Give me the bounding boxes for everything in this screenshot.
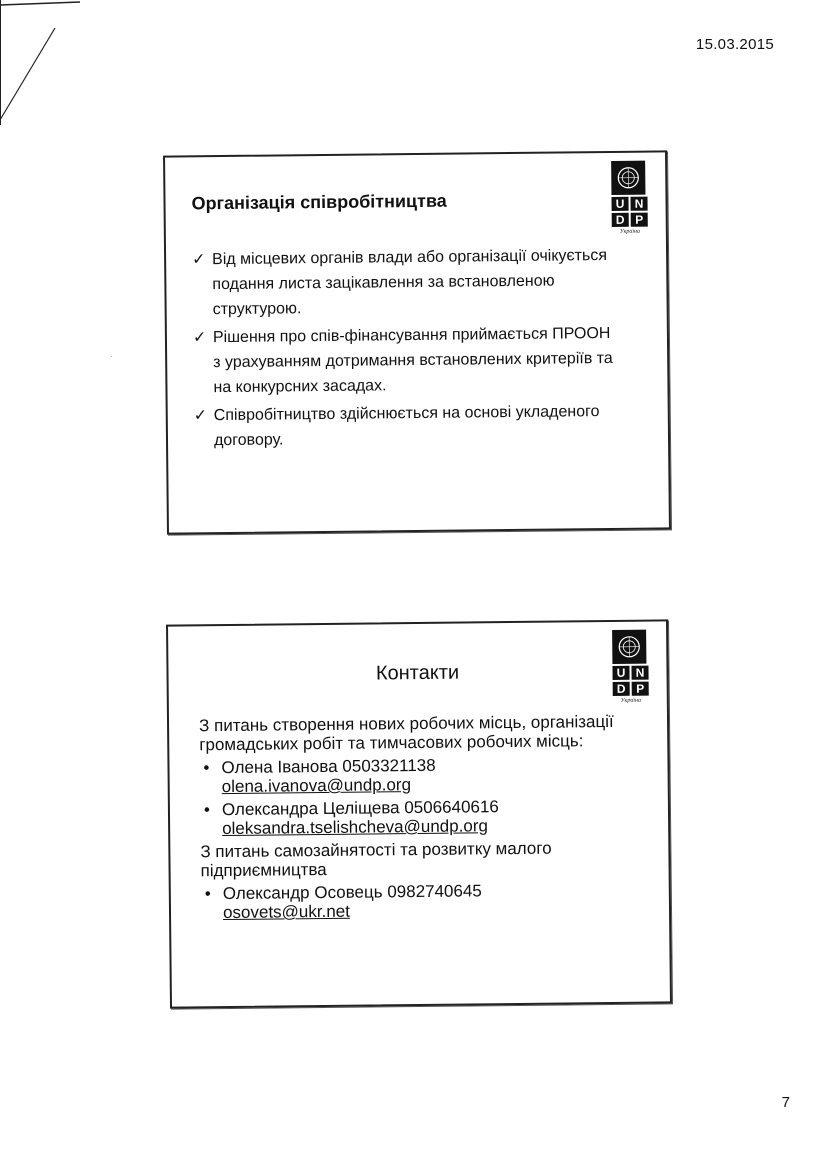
logo-letter: P	[631, 213, 648, 227]
logo-letter: N	[630, 197, 647, 211]
section-heading: З питань самозайнятості та розвитку малого підприємництва	[200, 838, 552, 881]
scan-speck: ·	[110, 352, 113, 361]
contact-list	[199, 754, 640, 839]
checkmark-icon: ✓	[192, 251, 206, 269]
section-heading: З питань створення нових робочих місць, організації громадських робіт та тимчасових робочих місць:	[198, 711, 614, 755]
contact-email-link[interactable]: oleksandra.tselishcheva@undp.org	[222, 816, 489, 839]
un-emblem-icon	[611, 161, 645, 195]
list-item	[194, 399, 615, 453]
contact-list	[201, 880, 641, 923]
bullet-icon: •	[203, 800, 210, 820]
scan-edge-mark	[0, 0, 90, 130]
contact-item	[199, 754, 639, 797]
logo-letter: N	[631, 666, 648, 680]
logo-letter: U	[612, 666, 629, 680]
bullet-text: Співробітництво здійснюється на основі укладеного договору.	[213, 403, 600, 450]
page-date: 15.03.2015	[695, 36, 774, 53]
checkmark-icon: ✓	[192, 329, 207, 347]
bullet-icon: •	[203, 758, 210, 778]
slide-title: Контакти	[375, 661, 460, 685]
contact-item	[200, 796, 640, 839]
logo-subtitle: Україна	[620, 697, 642, 704]
logo-letter: D	[613, 682, 630, 696]
undp-logo	[611, 161, 648, 235]
page-number: 7	[781, 1094, 790, 1111]
list-item	[192, 243, 613, 322]
bullet-list	[192, 243, 614, 456]
contact-name: Олександр Осовець 0982740645	[222, 881, 482, 904]
list-item	[193, 321, 614, 400]
logo-letter: P	[632, 682, 649, 696]
bullet-icon: •	[204, 884, 211, 904]
contact-name: Олександра Целіщева 0506640616	[221, 797, 499, 820]
bullet-text: Рішення про спів-фінансування приймається ПРООН з урахуванням дотримання встановлених критеріїв та на конкурсних засадах.	[212, 324, 613, 397]
checkmark-icon: ✓	[193, 407, 208, 425]
contact-email-link[interactable]: olena.ivanova@undp.org	[221, 775, 412, 797]
logo-letter: U	[611, 197, 628, 211]
slide-cooperation	[163, 150, 671, 534]
slide-title: Організація співробітництва	[191, 190, 447, 214]
slide-contacts	[166, 619, 672, 1008]
logo-subtitle: Україна	[619, 228, 641, 235]
contact-name: Олена Іванова 0503321138	[221, 755, 436, 778]
contact-item	[201, 880, 641, 923]
bullet-text: Від місцевих органів влади або організації очікується подання листа зацікавлення за встановленою структурою.	[212, 247, 608, 319]
logo-letter: D	[612, 213, 629, 227]
contact-email-link[interactable]: osovets@ukr.net	[222, 901, 351, 923]
contacts-body	[199, 712, 641, 927]
